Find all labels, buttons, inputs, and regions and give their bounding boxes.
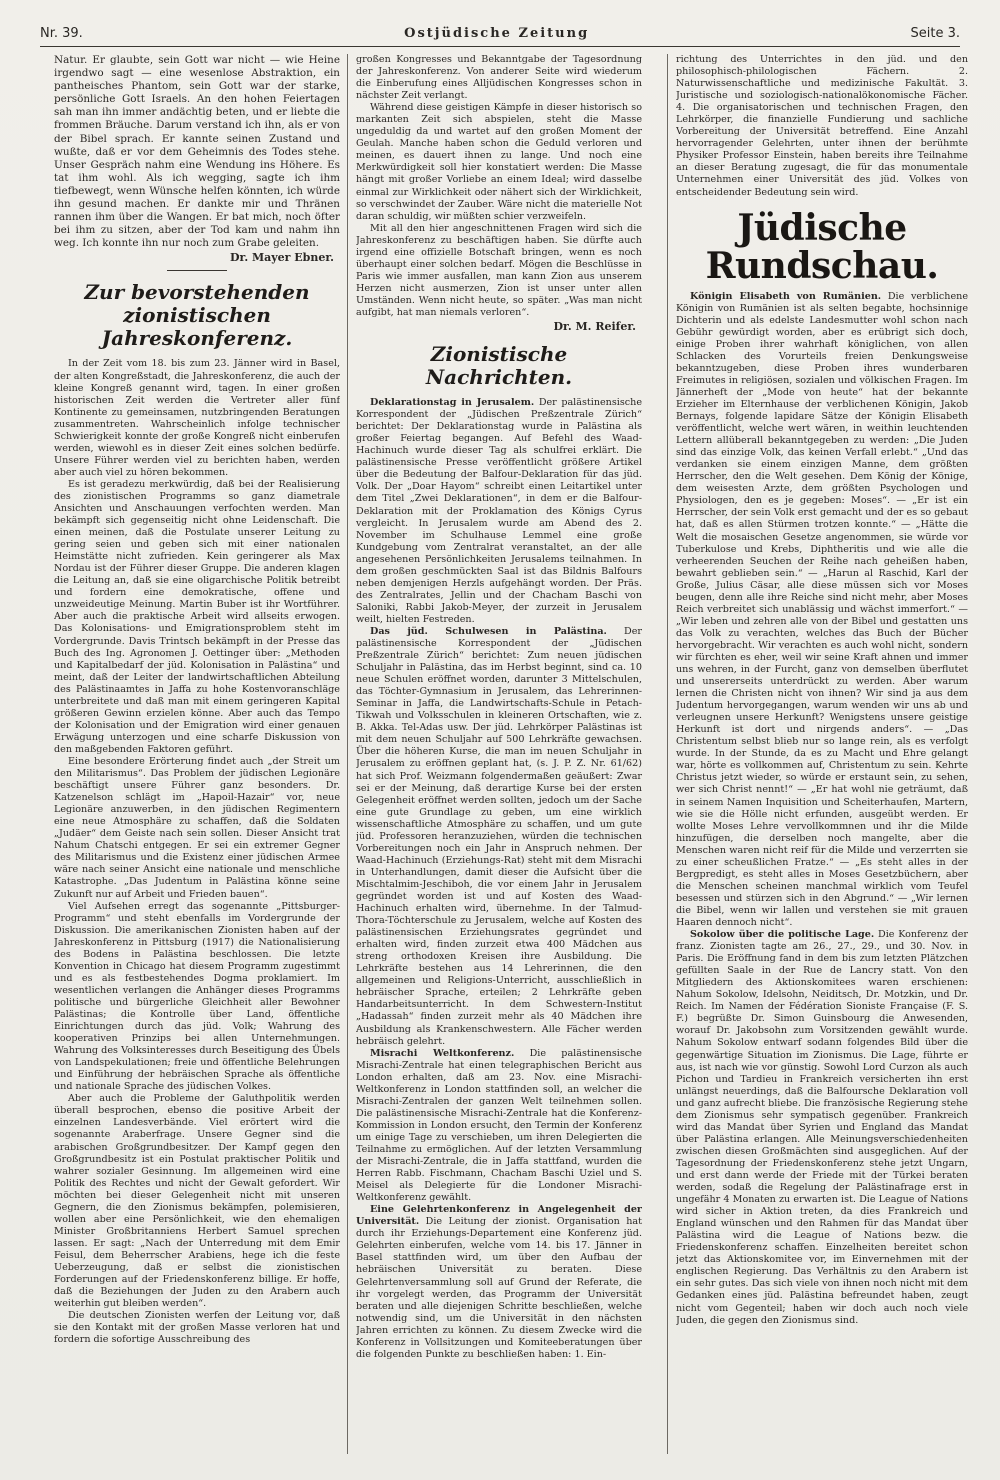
- header-rule: [40, 46, 960, 47]
- section-heading: Zionistische Nachrichten.: [425, 342, 573, 390]
- news-item-title: Sokolow über die politische Lage.: [690, 929, 875, 941]
- news-item: [356, 1204, 642, 1361]
- article-paragraph: großen Kongresses und Bekanntgabe der Tagesordnung der Jahreskonferenz. Von anderer Seite wird wiederum die Einberufung eines Alljüdischen Kongresses schon in nächster Zeit verlangt.: [356, 54, 642, 102]
- news-item: [676, 291, 968, 929]
- column-rule-2: [667, 54, 668, 1454]
- news-item-text: Der palästinensische Korrespondent der „Jüdischen Preßzentrale Zürich“ berichtet: Zum neuen jüdischen Schuljahr in Palästina, das im Herbst beginnt, sind ca. 10 neue Schulen eröffnet worden, darunter 3 Mittelschulen, das Töchter-Gymnasium in Jerusalem, das Lehrerinnen-Seminar in Jaffa, die Landwirtschafts-Schule in Petach-Tikwah und Volksschulen in kleineren Ortschaften, wie z. B. Akka. Tel-Adas usw. Der jüd. Lehrkörper Palästinas ist mit dem neuen Schuljahr auf 500 Lehrkräfte gewachsen. Über die höheren Kurse, die man im neuen Schuljahr in Jerusalem zu eröffnen geplant hat, (s. J. P. Z. Nr. 61/62) hat sich Prof. Weizmann folgendermaßen geäußert: Zwar sei er der Meinung, daß derartige Kurse bei der ersten Gelegenheit eröffnet werden sollten, jedoch um der Sache eine gute Grundlage zu geben, um eine wirklich wissenschaftliche Atmosphäre zu schaffen, und um gute jüd. Professoren heranzuziehen, würden die technischen Vorbereitungen noch ein Jahr in Anspruch nehmen. Der Waad-Hachinuch (Erziehungs-Rat) steht mit dem Misrachi in Unterhandlungen, damit dieser die Aufsicht über die Mischtalmim-Jeschiboh, die vor einem Jahr in Jerusalem gegründet worden ist und auf Kosten des Waad-Hachinuch erhalten wird, übernehme. In der Talmud-Thora-Töchterschule zu Jerusalem, welche auf Kosten des palästinensischen Erziehungsrates gegründet und erhalten wird, finden zurzeit etwa 400 Mädchen aus streng orthodoxen Kreisen ihre Ausbildung. Die Lehrkräfte bestehen aus 14 Lehrerinnen, die den allgemeinen und Religions-Unterricht, ausschließlich in hebräischer Sprache, erteilen; 2 Lehrkräfte geben Handarbeitsunterricht. In dem Schwestern-Institut „Hadassah“ finden zurzeit mehr als 40 Mädchen ihre Ausbildung als Krankenschwestern. Alle Fächer werden hebräisch gelehrt.: [356, 625, 642, 1047]
- author-signature: Dr. M. Reifer.: [553, 320, 636, 334]
- article-paragraph: Eine besondere Erörterung findet auch „der Streit um den Militarismus“. Das Problem der jüdischen Legionäre beschäftigt unsere Führer ganz besonders. Dr. Katzenelson schlägt im „Hapoil-Hazair“ vor, neue Legionäre anzuwerben, in den jüdischen Regimentern eine neue Atmosphäre zu schaffen, daß die Soldaten „Judäer“ dem Geiste nach sein sollen. Dieser Ansicht trat Nahum Chatschi entgegen. Er sei ein extremer Gegner des Militarismus und die Existenz einer jüdischen Armee wäre nach seiner Ansicht eine nationale und menschliche Katastrophe. „Das Judentum in Palästina könne seine Zukunft nur auf Arbeit und Frieden bauen“.: [54, 756, 340, 900]
- news-item: [356, 397, 642, 626]
- news-item-text: Die verblichene Königin von Rumänien ist als selten begabte, hochsinnige Dichterin und als edelste Landesmutter wohl schon nach Gebühr gewürdigt worden, aber es erübrigt sich doch, einige Proben ihrer wahrhaft königlichen, von allen Schlacken des Vorurteils freien Denkungsweise bekanntzugeben, diese Proben ihres wunderbaren Freimutes in religiösen, sozialen und völkischen Fragen. Im Jännerheft der „Mode von heute“ hat der bekannte Erzieher im Elternhause der verblichenen Königin, Jakob Bernays, folgende lapidare Sätze der Königin Elisabeth veröffentlicht, welche wert wären, in weithin leuchtenden Lettern allüberall bekanntgegeben zu werden: „Die Juden sind das einzige Volk, das keinen Verfall erlebt.“ „Und das verdanken sie einem einzigen Manne, dem größten Herrscher, den die Welt gesehen. Dem König der Könige, dem weisesten Arzte, dem größten Psychologen und Physiologen, den es je gegeben: Moses“. — „Er ist ein Herrscher, der sein Volk erst gemacht und der es so gebaut hat, daß es allen Stürmen trotzen konnte.“ — „Hätte die Welt die mosaischen Gesetze angenommen, sie würde vor Tuberkulose und Krebs, Diphtheritis und wie alle die verheerenden Seuchen der Reihe nach geheißen haben, bewahrt geblieben sein.“ — „Harun al Raschid, Karl der Große, Julius Cäsar, alle diese müssen sich vor Moses beugen, denn alle ihre Reiche sind nicht mehr, aber Moses Reich verbreitet sich unablässig und wächst immerfort.“ — „Wir leben und zehren alle von der Bibel und gestatten uns das Volk zu verachten, welches das Buch der Bücher hervorgebracht. Wir verachten es auch wohl nicht, sondern wir fürchten es eher, weil wir seine Kraft ahnen und immer uns wehren, in der Furcht, ganz von demselben überflutet und unsererseits unterdrückt zu werden. Aber warum lernen die Christen nicht von ihnen? Wir sind ja aus dem Judentum hervorgegangen, warum wenden wir uns ab und verleugnen unsere Herkunft? Wenigstens unsere geistige Herkunft ist dort und nirgends anders“. — „Das Christentum selbst blieb nur so lange rein, als es verfolgt wurde. In der Stunde, da es zu Macht und Ehre gelangt war, hörte es vollkommen auf, Christentum zu sein. Kehrte Christus jetzt wieder, so würde er erstaunt sein, zu sehen, wer sich Christ nennt!“ — „Er hat wohl nie geträumt, daß in seinem Namen Inquisition und Scheiterhaufen, Martern, wie sie die Hölle nicht erfunden, ausgeübt werden. Er wollte Moses Lehre vervollkommnen und ihr die Milde hinzufügen, die derselben noch mangelte, aber die Menschen waren nicht reif für die Milde und verzerrten sie zu einer scheußlichen Fratze.“ — „Es steht alles in der Bergpredigt, es steht alles in Moses Gesetzbüchern, aber die Menschen scheinen manchmal wirklich vom Teufel besessen und stürzen sich in den Abgrund.“ — „Wir lernen die Bibel, wenn wir lallen und verstehen sie mit grauen Haaren dennoch nicht“.: [676, 290, 968, 928]
- article-paragraph: Es ist geradezu merkwürdig, daß bei der Realisierung des zionistischen Programms so ganz diametrale Ansichten und Anschauungen verfochten werden. Man bekämpft sich gegenseitig nicht ohne Leidenschaft. Die einen meinen, daß die Postulate unserer Leitung zu gering seien und geben sich mit einer nationalen Heimstätte nicht zufrieden. Kein geringerer als Max Nordau ist der Führer dieser Gruppe. Die anderen klagen die Leitung an, daß sie eine oligarchische Politik betreibt und fordern eine demokratische, offene und unzweideutige Meinung. Martin Buber ist ihr Wortführer. Aber auch die praktische Arbeit wird allseits erwogen. Das Kolonisations- und Emigrationsproblem steht im Vordergrunde. Davis Trintsch bekämpft in der Presse das Buch des Ing. Agronomen J. Oettinger über: „Methoden und Kapitalbedarf der jüd. Kolonisation in Palästina“ und meint, daß der Leiter der landwirtschaftlichen Abteilung des Palästinaamtes in Jaffa zu hohe Kostenvoranschläge unterbreitete und daß man mit einem geringeren Kapital größeren Gewinn erzielen könne. Aber auch das Tempo der Kolonisation und der Emigration wird einer genauen Erwägung unterzogen und eine scharfe Diskussion von den maßgebenden Faktoren geführt.: [54, 478, 340, 755]
- newspaper-title: Ostjüdische Zeitung: [404, 25, 590, 41]
- article-paragraph: richtung des Unterrichtes in den jüd. und den philosophisch-philologischen Fächern. 2. Naturwissenschaftliche und medizinische Fakultät. 3. Juristische und soziologisch-nationalökonomische Fächer. 4. Die organisatorischen und technischen Fragen, den Lehrkörper, die finanzielle Fundierung und sachliche Vorbereitung der Universität betreffend. Eine Anzahl hervorragender Gelehrten, unter ihnen der berühmte Physiker Professor Einstein, haben bereits ihre Teilnahme an dieser Beratung zugesagt, die für das monumentale Unternehmen einer Universität des jüd. Volkes von entscheidender Bedeutung sein wird.: [676, 54, 968, 198]
- article-paragraph: Während diese geistigen Kämpfe in dieser historisch so markanten Zeit sich abspielen, steht die Masse ungeduldig da und wartet auf den großen Moment der Geulah. Manche haben schon die Geduld verloren und meinen, es dauert ihnen zu lange. Und noch eine Merkwürdigkeit soll hier konstatiert werden: Die Masse hängt mit großer Vorliebe an einem Ideal; wird dasselbe einmal zur Wirklichkeit oder nähert sich der Wirklichkeit, so verschwindet der Zauber. Wäre nicht die materielle Not daran schuldig, wir müßten schier verzweifeln.: [356, 102, 642, 222]
- article-heading: Zur bevorstehenden zionistischen Jahreskonferenz.: [84, 280, 310, 351]
- article-paragraph: Mit all den hier angeschnittenen Fragen wird sich die Jahreskonferenz zu beschäftigen haben. Sie dürfte auch irgend eine offizielle Botschaft bringen, wenn es noch überhaupt einer solchen bedarf. Mögen die Beschlüsse in Paris wie immer ausfallen, man kann Zion aus unserem Herzen nicht ausmerzen, Zion ist unser unter allen Umständen. Wenn nicht heute, so später. „Was man nicht aufgibt, hat man niemals verloren“.: [356, 222, 642, 318]
- news-item-text: Der palästinensische Korrespondent der „Jüdischen Preßzentrale Zürich“ berichtet: Der Deklarationstag wurde in Palästina als großer Feiertag begangen. Auf Befehl des Waad-Hachinuch wurde dieser Tag als schulfrei erklärt. Die palästinensische Presse veröffentlicht größere Artikel über die Bedeutung der Balfour-Deklaration für das jüd. Volk. Der „Doar Hayom“ schreibt einen Leitartikel unter dem Titel „Zwei Deklarationen“, in dem er die Balfour-Deklaration mit der Proklamation des Königs Cyrus vergleicht. In Jerusalem wurde am Abend des 2. November im Schulhause Lemmel eine große Kundgebung vom Zentralrat veranstaltet, an der alle angesehenen Persönlichkeiten Jerusalems teilnahmen. In dem großen geschmückten Saal ist das Bildnis Balfours neben demjenigen Herzls aufgehängt worden. Der Präs. des Zentralrates, Jellin und der Chacham Baschi von Saloniki, Rabbi Jakob-Meyer, der zurzeit in Jerusalem weilt, hielten Festreden.: [356, 397, 642, 625]
- issue-number: Nr. 39.: [40, 25, 83, 41]
- column-1: [54, 54, 340, 1464]
- column-3: [676, 54, 968, 1464]
- news-item-title: Deklarationstag in Jerusalem.: [370, 397, 535, 409]
- news-item: [676, 929, 968, 1327]
- column-2: [356, 54, 642, 1464]
- news-item-title: Eine Gelehrtenkonferenz in Angelegenheit der Universität.: [356, 1204, 642, 1228]
- article-paragraph: Aber auch die Probleme der Galuthpolitik werden überall besprochen, ebenso die positive Arbeit der einzelnen Landesverbände. Viel erörtert wird die sogenannte Araberfrage. Unsere Gegner sind die arabischen Großgrundbesitzer. Der Kampf gegen den Großgrundbesitz ist ein Postulat praktischer Politik und wahrer sozialer Gesinnung. Im allgemeinen wird eine Politik des Rechtes und nicht der Gewalt gefordert. Wir möchten bei dieser Gelegenheit nicht mit unseren Gegnern, die den Zionismus bekämpfen, polemisieren, wollen aber eine Persönlichkeit, wie den ehemaligen Minister Großbritanniens Herbert Samuel sprechen lassen. Er sagt: „Nach der Unterredung mit dem Emir Feisul, dem Beherrscher Arabiens, hege ich die feste Ueberzeugung, daß er selbst die zionistischen Forderungen auf der Friedenskonferenz billige. Er hoffe, daß die Beziehungen der Juden zu den Arabern auch weiterhin gut bleiben werden“.: [54, 1093, 340, 1310]
- author-signature: Dr. Mayer Ebner.: [230, 251, 334, 265]
- page-number: Seite 3.: [910, 25, 960, 41]
- article-paragraph: Viel Aufsehen erregt das sogenannte „Pittsburger-Programm“ und steht ebenfalls im Vordergrunde der Diskussion. Die amerikanischen Zionisten haben auf der Jahreskonferenz in Pittsburg (1917) die Nationalisierung des Bodens in Palästina beschlossen. Die letzte Konvention in Chicago hat diesem Programm zugestimmt und es als festbestehendes Dogma proklamiert. Im wesentlichen verlangen die Anhänger dieses Programms politische und bürgerliche Gleichheit aller Bewohner Palästinas; die Kontrolle über Land, öffentliche Einrichtungen durch das jüd. Volk; Wahrung des kooperativen Prinzips bei allen Unternehmungen. Wahrung des Volksinteresses durch Beseitigung des Übels von Landspekulationen; freie und öffentliche Belehrungen und Einführung der hebräischen Sprache als öffentliche und nationale Sprache des jüdischen Volkes.: [54, 900, 340, 1093]
- column-rule-1: [347, 54, 348, 1454]
- news-item-title: Das jüd. Schulwesen in Palästina.: [370, 625, 607, 637]
- obituary-text: Natur. Er glaubte, sein Gott war nicht — wie Heine irgendwo sagt — eine wesenlose Abstraktion, ein pantheisches Phantom, sein Gott war der starke, persönliche Gott Israels. An den hohen Feiertagen sah man ihn immer andächtig beten, und er liebte die frommen Bräuche. Darum verstand ich ihn, als er von der Bibel sprach. Er kannte seinen Zustand und wußte, daß er vor dem Geheimnis des Todes stehe. Unser Gespräch nahm eine Wendung ins Höhere. Es tat ihm wohl. Als ich wegging, sagte ich ihm tiefbewegt, wenn Wünsche helfen könnten, ich würde ihn gesund machen. Er dankte mir und Thränen rannen ihm über die Wangen. Er bat mich, noch öfter bei ihm zu sitzen, aber der Tod kam und nahm ihn weg. Ich konnte ihn nur noch zum Grabe geleiten.: [54, 54, 340, 250]
- page-header: [40, 22, 960, 44]
- news-item-title: Misrachi Weltkonferenz.: [370, 1047, 515, 1059]
- news-item-text: Die Konferenz der franz. Zionisten tagte am 26., 27., 29., und 30. Nov. in Paris. Die Eröffnung fand in dem bis zum letzten Plätzchen gefüllten Saale in der Rue de Lancry statt. Von den Mitgliedern des Aktionskomitees waren erschienen: Nahum Sokolow, Idelsohn, Neiditsch, Dr. Motzkin, und Dr. Reich. Im Namen der Fédération Sioniste Française (F. S. F.) begrüßte Dr. Simon Guinsbourg die Anwesenden, worauf Dr. Jakobsohn zum Vorsitzenden gewählt wurde. Nahum Sokolow entwarf sodann folgendes Bild über die gegenwärtige Situation im Zionismus. Die Lage, führte er aus, ist nach wie vor günstig. Sowohl Lord Curzon als auch Pichon und Tardieu in Frankreich versicherten ihn erst unlängst neuerdings, daß die Balfoursche Deklaration voll und ganz aufrecht bliebe. Die französische Regierung stehe dem Zionismus sehr sympatisch gegenüber. Frankreich wird das Mandat über Syrien und England das Mandat über Palästina erlangen. Alle Meinungsverschiedenheiten zwischen diesen Großmächten sind ausgeglichen. Auf der Tagesordnung der Friedenskonferenz stehe jetzt Ungarn, und erst dann werde der Friede mit der Türkei beraten werden, sodaß die Regelung der Palästinafrage erst in ungefähr 4 Monaten zu erwarten ist. Die League of Nations wird sicher in Aktion treten, da dies Frankreich und England wünschen und den Rahmen für das Mandat über Palästina wird die League of Nations bezw. die Friedenskonferenz schaffen. Einzelheiten bereitet schon jetzt das Aktionskomitee vor, im Einvernehmen mit der englischen Regierung. Das Verhältnis zu den Arabern ist ein sehr gutes. Das sich viele von ihnen noch nicht mit dem Gedanken eines jüd. Palästina befreundet haben, zeugt nicht vom Gegenteil; haben wir doch auch noch viele Juden, die gegen den Zionismus sind.: [676, 929, 968, 1326]
- news-item: [356, 626, 642, 1048]
- article-paragraph: In der Zeit vom 18. bis zum 23. Jänner wird in Basel, der alten Kongreßstadt, die Jahreskonferenz, die auch der kleine Kongreß genannt wird, tagen. In einer großen historischen Zeit werden die Vertreter aller fünf Kontinente zu gemeinsamen, nutzbringenden Beratungen zusammentreten. Wahrscheinlich infolge technischer Schwierigkeit konnte der große Kongreß nicht einberufen werden, wiewohl es in dieser Zeit eines solchen bedürfe. Unsere Führer werden viel zu berichten haben, werden aber auch viel zu hören bekommen.: [54, 358, 340, 478]
- news-item-title: Königin Elisabeth von Rumänien.: [690, 290, 882, 302]
- news-item-text: Die Leitung der zionist. Organisation hat durch ihr Erziehungs-Departement eine Konferenz jüd. Gelehrten einberufen, welche vom 14. bis 17. Jänner in Basel stattfinden wird, um über den Aufbau der hebräischen Universität zu beraten. Diese Gelehrtenversammlung soll auf Grund der Referate, die ihr vorgelegt werden, das Programm der Universität beraten und alle diejenigen Schritte beschließen, welche notwendig sind, um die Universität in den nächsten Jahren errichten zu können. Zu diesem Zwecke wird die Konferenz in Vollsitzungen und Komiteeberatungen über die folgenden Punkte zu beschließen haben: 1. Ein-: [356, 1216, 642, 1360]
- section-heading: Jüdische Rundschau.: [705, 206, 939, 287]
- news-item-text: Die palästinensische Misrachi-Zentrale hat einen telegraphischen Bericht aus London erhalten, daß am 23. Nov. eine Misrachi-Weltkonferenz in London stattfinden soll, an welcher die Misrachi-Zentralen der ganzen Welt teilnehmen sollen. Die palästinensische Misrachi-Zentrale hat die Konferenz-Kommission in London ersucht, den Termin der Konferenz um einige Tage zu verschieben, um ihren Delegierten die Teilnahme zu ermöglichen. Auf der letzten Versammlung der Misrachi-Zentrale, die in Jaffa stattfand, wurden die Herren Rabb. Fischmann, Chacham Baschi Uziel und S. Meisel als Delegierte für die Londoner Misrachi-Weltkonferenz gewählt.: [356, 1047, 642, 1204]
- article-paragraph: Die deutschen Zionisten werfen der Leitung vor, daß sie den Kontakt mit der großen Masse verloren hat und fordern die sofortige Ausschreibung des: [54, 1310, 340, 1346]
- article-divider: [167, 270, 227, 271]
- news-item: [356, 1048, 642, 1205]
